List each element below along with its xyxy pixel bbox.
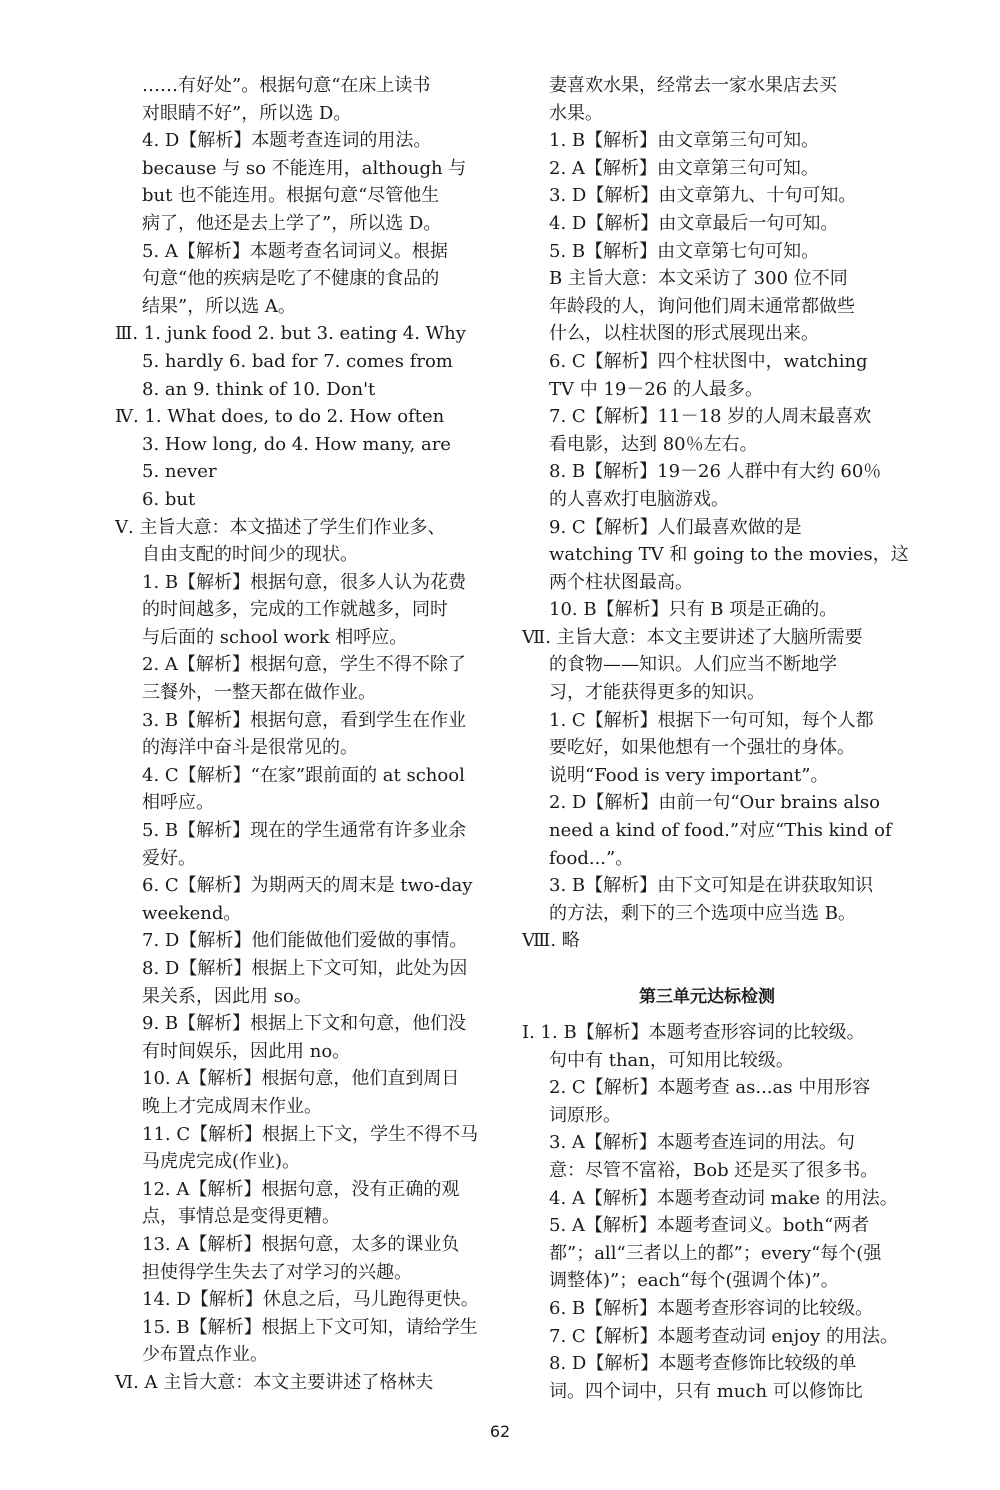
text-line: 的海洋中奋斗是很常见的。	[142, 737, 358, 759]
text-line: 3. D【解析】由文章第九、十句可知。	[549, 185, 857, 207]
text-line: 要吃好，如果他想有一个强壮的身体。	[549, 737, 855, 759]
text-line: 4. C【解析】“在家”跟前面的 at school	[142, 764, 465, 786]
text-line: TV 中 19－26 的人最多。	[549, 378, 763, 400]
text-line: Ⅷ. 略	[522, 930, 580, 952]
text-line: 13. A【解析】根据句意，太多的课业负	[142, 1233, 460, 1255]
text-line: 意：尽管不富裕，Bob 还是买了很多书。	[549, 1159, 879, 1181]
spacer	[522, 955, 892, 975]
text-line: 马虎虎完成(作业)。	[142, 1151, 301, 1173]
text-line: 担使得学生失去了对学习的兴趣。	[142, 1261, 412, 1283]
text-line: 2. C【解析】本题考查 as...as 中用形容	[549, 1077, 871, 1099]
text-line: Ⅵ. A 主旨大意：本文主要讲述了格林夫	[115, 1371, 434, 1393]
page-number: 62	[489, 1422, 511, 1441]
text-line: 8. an 9. think of 10. Don't	[142, 378, 376, 400]
text-line: 年龄段的人，询问他们周末通常都做些	[549, 295, 855, 317]
text-line: 8. D【解析】根据上下文可知，此处为因	[142, 958, 468, 979]
text-line: Ⅰ. 1. B【解析】本题考查形容词的比较级。	[522, 1022, 865, 1043]
text-line: 都”；all“三者以上的都”；every“每个(强	[549, 1242, 882, 1264]
text-line: 与后面的 school work 相呼应。	[142, 626, 408, 648]
right-column	[522, 72, 909, 1405]
text-line: 7. C【解析】本题考查动词 enjoy 的用法。	[549, 1325, 898, 1347]
text-line: 5. B【解析】现在的学生通常有许多业余	[142, 820, 467, 842]
text-line: 15. B【解析】根据上下文可知，请给学生	[142, 1316, 478, 1338]
text-line: 果关系，因此用 so。	[142, 985, 312, 1007]
text-line: 3. B【解析】根据句意，看到学生在作业	[142, 709, 467, 731]
text-line: 的食物——知识。人们应当不断地学	[549, 654, 837, 676]
text-line: 3. A【解析】本题考查连词的用法。句	[549, 1132, 855, 1154]
text-line: 5. A【解析】本题考查名词词义。根据	[142, 240, 448, 262]
text-line: 词。四个词中，只有 much 可以修饰比	[549, 1380, 863, 1402]
text-line: 说明“Food is very important”。	[549, 764, 829, 786]
text-line: 习，才能获得更多的知识。	[549, 682, 765, 704]
text-line: 结果”，所以选 A。	[142, 295, 296, 317]
text-line: 2. A【解析】由文章第三句可知。	[549, 157, 819, 179]
text-line: 6. B【解析】本题考查形容词的比较级。	[549, 1297, 874, 1319]
section-title: 第三单元达标检测	[639, 987, 775, 1007]
text-line: 2. A【解析】根据句意，学生不得不除了	[142, 654, 466, 676]
text-line: 5. B【解析】由文章第七句可知。	[549, 240, 820, 262]
text-line: 11. C【解析】根据上下文，学生不得不马	[142, 1123, 479, 1145]
text-line: 6. but	[142, 488, 196, 510]
text-line: 妻喜欢水果，经常去一家水果店去买	[549, 75, 837, 96]
text-line: 对眼睛不好”，所以选 D。	[142, 102, 352, 124]
text-line: B 主旨大意：本文采访了 300 位不同	[549, 268, 848, 290]
text-line: 4. D【解析】由文章最后一句可知。	[549, 212, 839, 234]
text-line: 病了，他还是去上学了”，所以选 D。	[142, 212, 442, 234]
text-line: 1. B【解析】由文章第三句可知。	[549, 130, 820, 152]
text-line: 晚上才完成周末作业。	[142, 1095, 322, 1117]
text-line: but 也不能连用。根据句意“尽管他生	[142, 185, 440, 207]
text-line: 三餐外，一整天都在做作业。	[142, 682, 376, 704]
text-line: 少布置点作业。	[142, 1344, 268, 1366]
text-line: 的时间越多，完成的工作就越多，同时	[142, 599, 448, 621]
text-line: 的方法，剩下的三个选项中应当选 B。	[549, 902, 856, 924]
text-line: Ⅶ. 主旨大意：本文主要讲述了大脑所需要	[522, 626, 863, 648]
text-line: 10. B【解析】只有 B 项是正确的。	[549, 599, 838, 621]
text-line: 什么，以柱状图的形式展现出来。	[549, 323, 819, 345]
text-line: 两个柱状图最高。	[549, 571, 693, 593]
text-line: 爱好。	[142, 847, 196, 869]
text-line: 6. C【解析】四个柱状图中，watching	[549, 350, 868, 372]
text-line: 调整体)”；each“每个(强调个体)”。	[549, 1270, 839, 1292]
text-line: 3. B【解析】由下文可知是在讲获取知识	[549, 875, 874, 897]
text-line: 水果。	[549, 102, 603, 124]
text-line: 9. B【解析】根据上下文和句意，他们没	[142, 1013, 467, 1035]
text-line: 8. B【解析】19－26 人群中有大约 60％	[549, 461, 882, 483]
text-line: 7. C【解析】11－18 岁的人周末最喜欢	[549, 406, 872, 428]
text-line: Ⅲ. 1. junk food 2. but 3. eating 4. Why	[115, 323, 466, 345]
text-line: 句中有 than，可知用比较级。	[549, 1049, 794, 1071]
text-line: 4. D【解析】本题考查连词的用法。	[142, 130, 432, 152]
text-line: 5. A【解析】本题考查词义。both“两者	[549, 1215, 870, 1237]
text-line: because 与 so 不能连用，although 与	[142, 157, 467, 179]
text-line: 相呼应。	[142, 792, 214, 814]
text-line: 10. A【解析】根据句意，他们直到周日	[142, 1068, 460, 1090]
text-line: 1. B【解析】根据句意，很多人认为花费	[142, 571, 467, 593]
text-line: need a kind of food.”对应“This kind of	[549, 820, 892, 842]
text-line: 5. hardly 6. bad for 7. comes from	[142, 350, 453, 372]
text-line: 8. D【解析】本题考查修饰比较级的单	[549, 1353, 857, 1375]
text-line: watching TV 和 going to the movies，这	[549, 544, 909, 566]
text-line: ……有好处”。根据句意“在床上读书	[142, 75, 431, 96]
text-line: 1. C【解析】根据下一句可知，每个人都	[549, 709, 874, 731]
text-line: 词原形。	[549, 1104, 621, 1126]
text-line: 自由支配的时间少的现状。	[142, 544, 358, 566]
text-line: 5. never	[142, 461, 217, 483]
text-line: 4. A【解析】本题考查动词 make 的用法。	[549, 1187, 898, 1209]
text-line: Ⅴ. 主旨大意：本文描述了学生们作业多、	[115, 516, 446, 538]
text-line: Ⅳ. 1. What does, to do 2. How often	[115, 406, 445, 428]
text-line: food...”。	[549, 847, 634, 869]
text-line: 的人喜欢打电脑游戏。	[549, 488, 729, 510]
text-line: 14. D【解析】休息之后，马儿跑得更快。	[142, 1289, 479, 1311]
text-line: 7. D【解析】他们能做他们爱做的事情。	[142, 930, 468, 952]
text-line: 有时间娱乐，因此用 no。	[142, 1040, 351, 1062]
text-line: 看电影，达到 80％左右。	[549, 433, 758, 455]
text-line: 句意“他的疾病是吃了不健康的食品的	[142, 268, 440, 290]
text-line: weekend。	[142, 902, 242, 924]
text-line: 6. C【解析】为期两天的周末是 two-day	[142, 875, 473, 897]
left-column	[115, 72, 483, 1397]
text-line: 2. D【解析】由前一句“Our brains also	[549, 792, 880, 814]
text-line: 12. A【解析】根据句意，没有正确的观	[142, 1178, 460, 1200]
text-line: 点，事情总是变得更糟。	[142, 1206, 340, 1228]
text-line: 9. C【解析】人们最喜欢做的是	[549, 516, 802, 538]
text-line: 3. How long, do 4. How many, are	[142, 433, 451, 455]
